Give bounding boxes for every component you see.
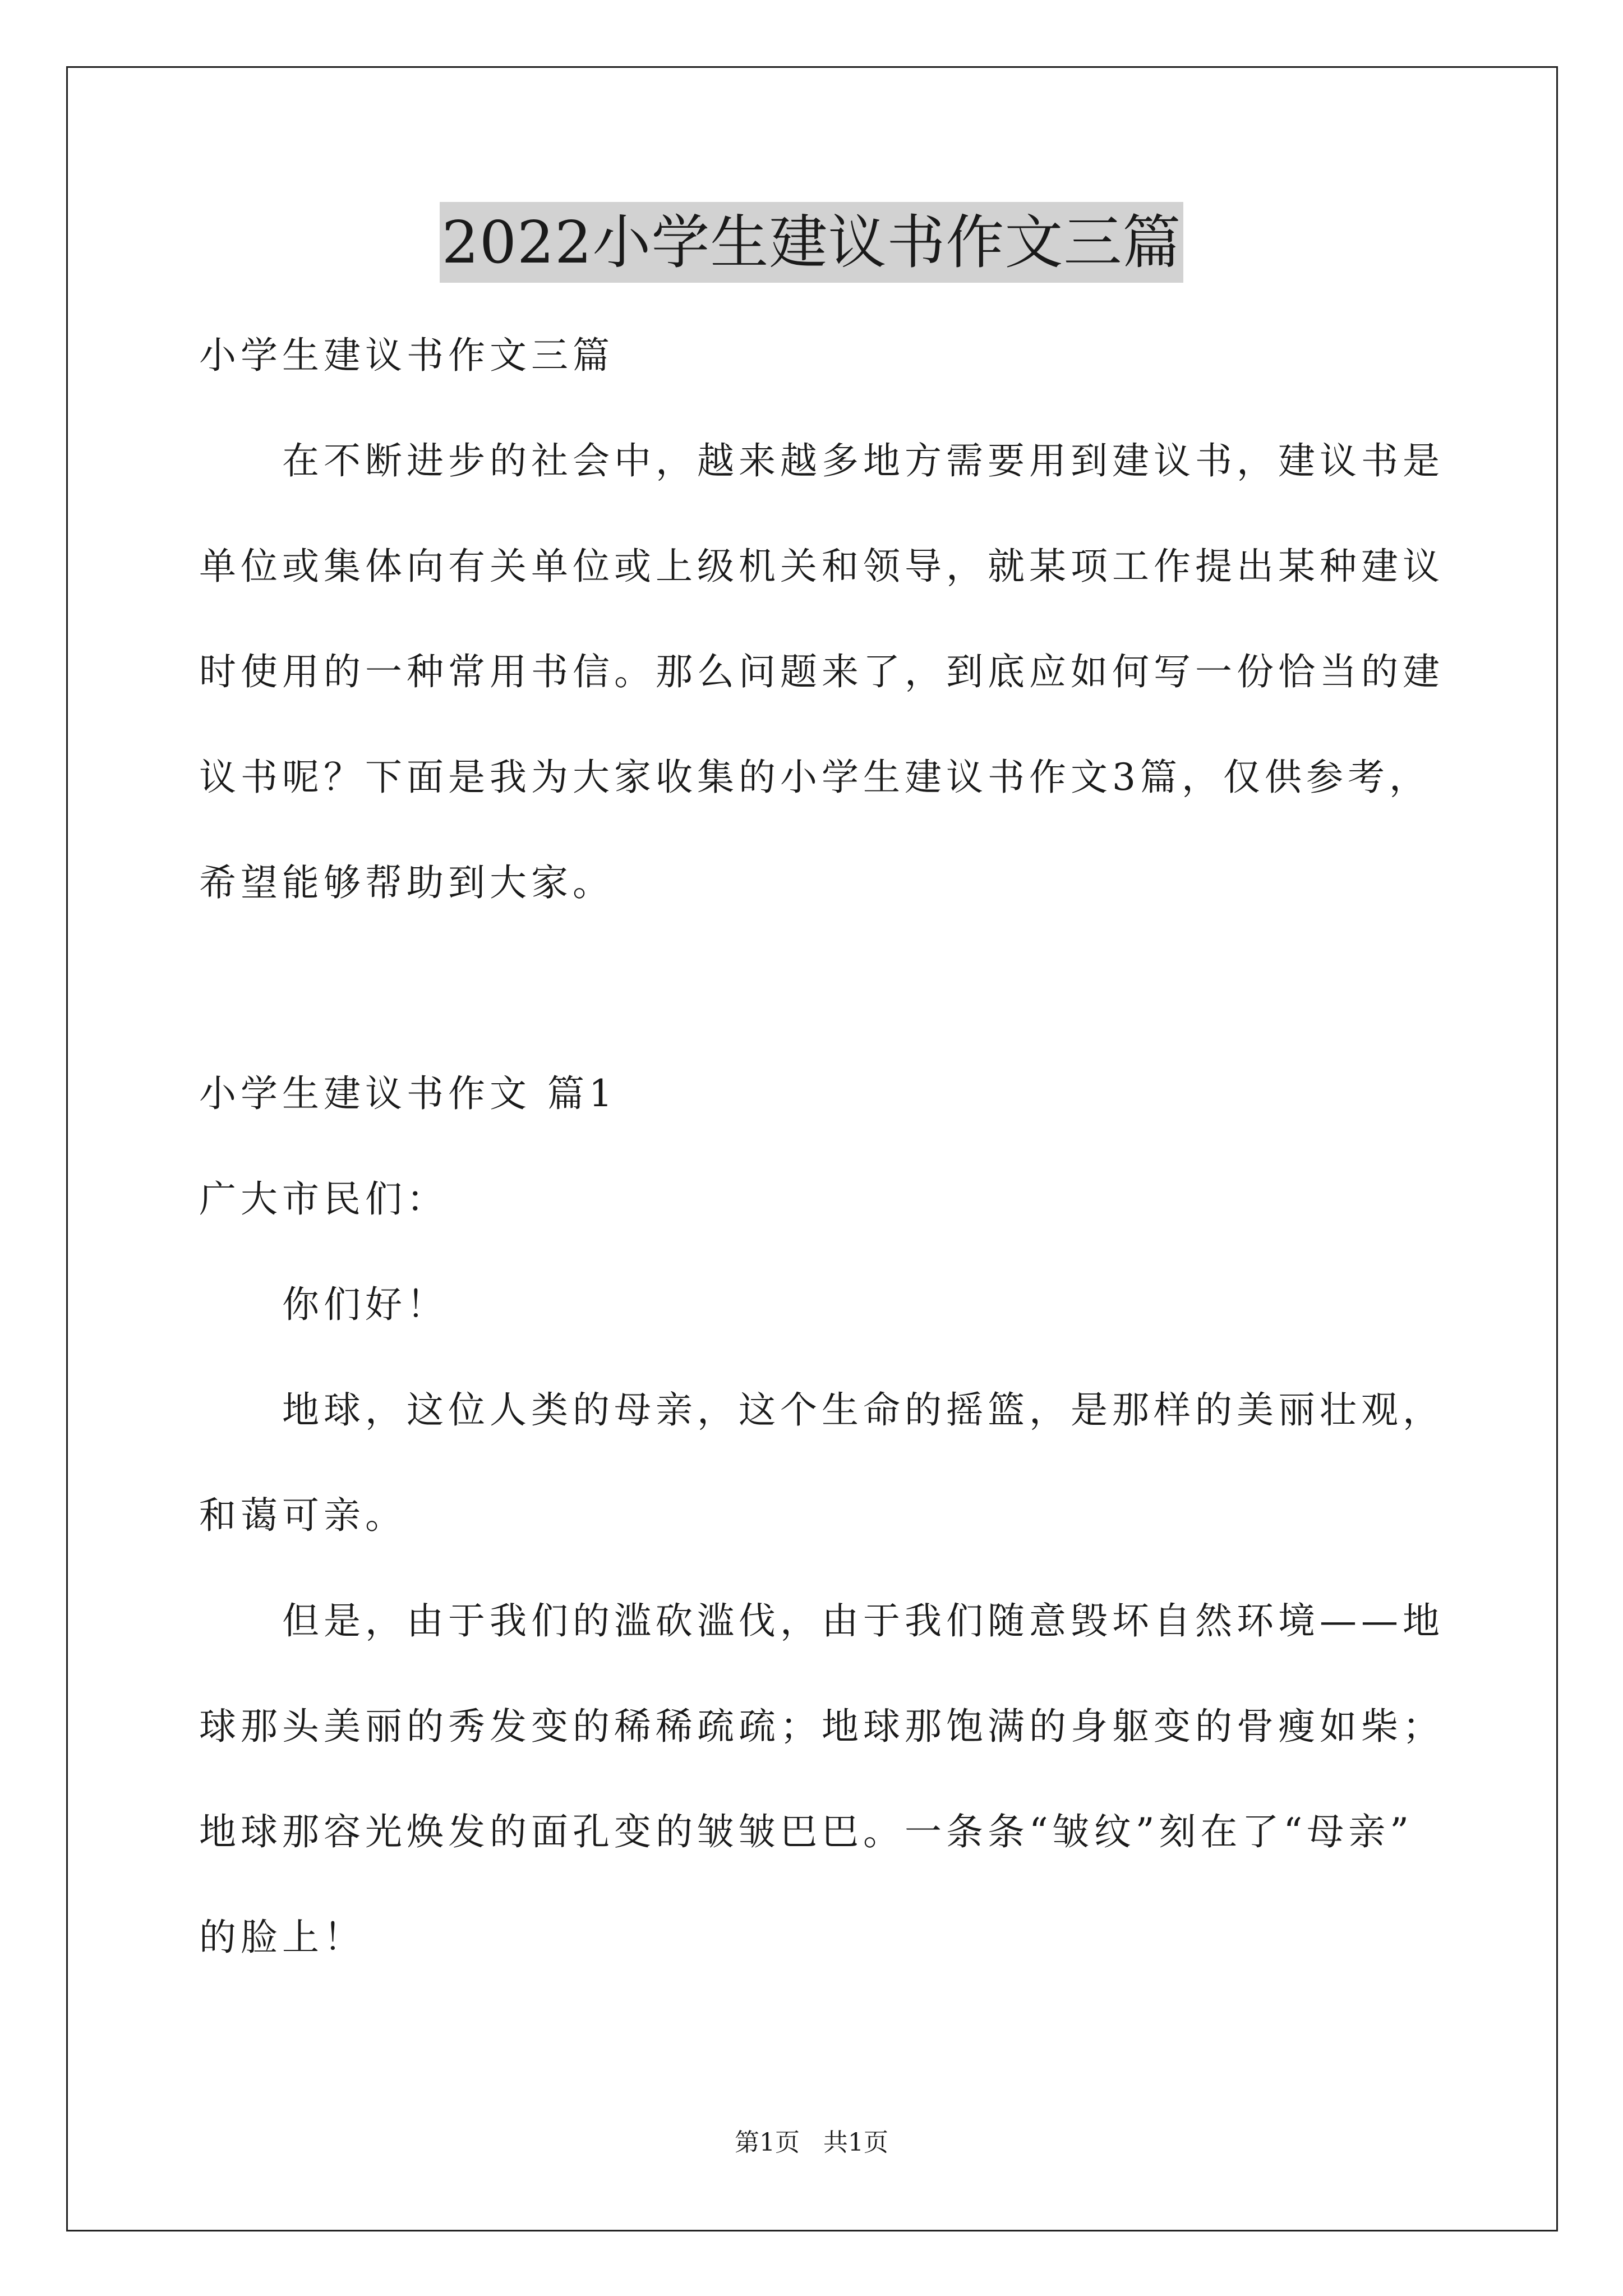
section-heading: 小学生建议书作文 篇1 <box>199 1072 617 1115</box>
para1-line-2: 和蔼可亲。 <box>199 1494 407 1537</box>
page-number: 第1页 <box>735 2128 800 2157</box>
intro-line-1: 在不断进步的社会中，越来越多地方需要用到建议书，建议书是 <box>282 439 1444 482</box>
document-title: 2022小学生建议书作文三篇 <box>440 202 1184 283</box>
intro-line-2: 单位或集体向有关单位或上级机关和领导，就某项工作提出某种建议 <box>199 545 1444 588</box>
title-container <box>0 202 1623 283</box>
page-footer <box>0 2126 1623 2160</box>
greeting: 你们好！ <box>282 1283 448 1326</box>
document-subtitle: 小学生建议书作文三篇 <box>199 334 614 377</box>
intro-line-3: 时使用的一种常用书信。那么问题来了，到底应如何写一份恰当的建 <box>199 650 1444 693</box>
intro-line-4: 议书呢？下面是我为大家收集的小学生建议书作文3篇，仅供参考， <box>199 756 1431 799</box>
intro-line-5: 希望能够帮助到大家。 <box>199 861 614 904</box>
paragraph-spacer <box>199 936 1447 1041</box>
para2-line-2: 球那头美丽的秀发变的稀稀疏疏；地球那饱满的身躯变的骨瘦如柴； <box>199 1705 1444 1748</box>
para2-line-1: 但是，由于我们的滥砍滥伐，由于我们随意毁坏自然环境——地 <box>282 1599 1444 1642</box>
para1-line-1: 地球，这位人类的母亲，这个生命的摇篮，是那样的美丽壮观， <box>282 1388 1444 1432</box>
page-total: 共1页 <box>823 2128 888 2157</box>
document-body <box>199 303 1447 1990</box>
para2-line-3: 地球那容光焕发的面孔变的皱皱巴巴。一条条“皱纹”刻在了“母亲” <box>199 1810 1413 1853</box>
para2-line-4: 的脸上！ <box>199 1916 365 1959</box>
salutation: 广大市民们： <box>199 1177 448 1221</box>
